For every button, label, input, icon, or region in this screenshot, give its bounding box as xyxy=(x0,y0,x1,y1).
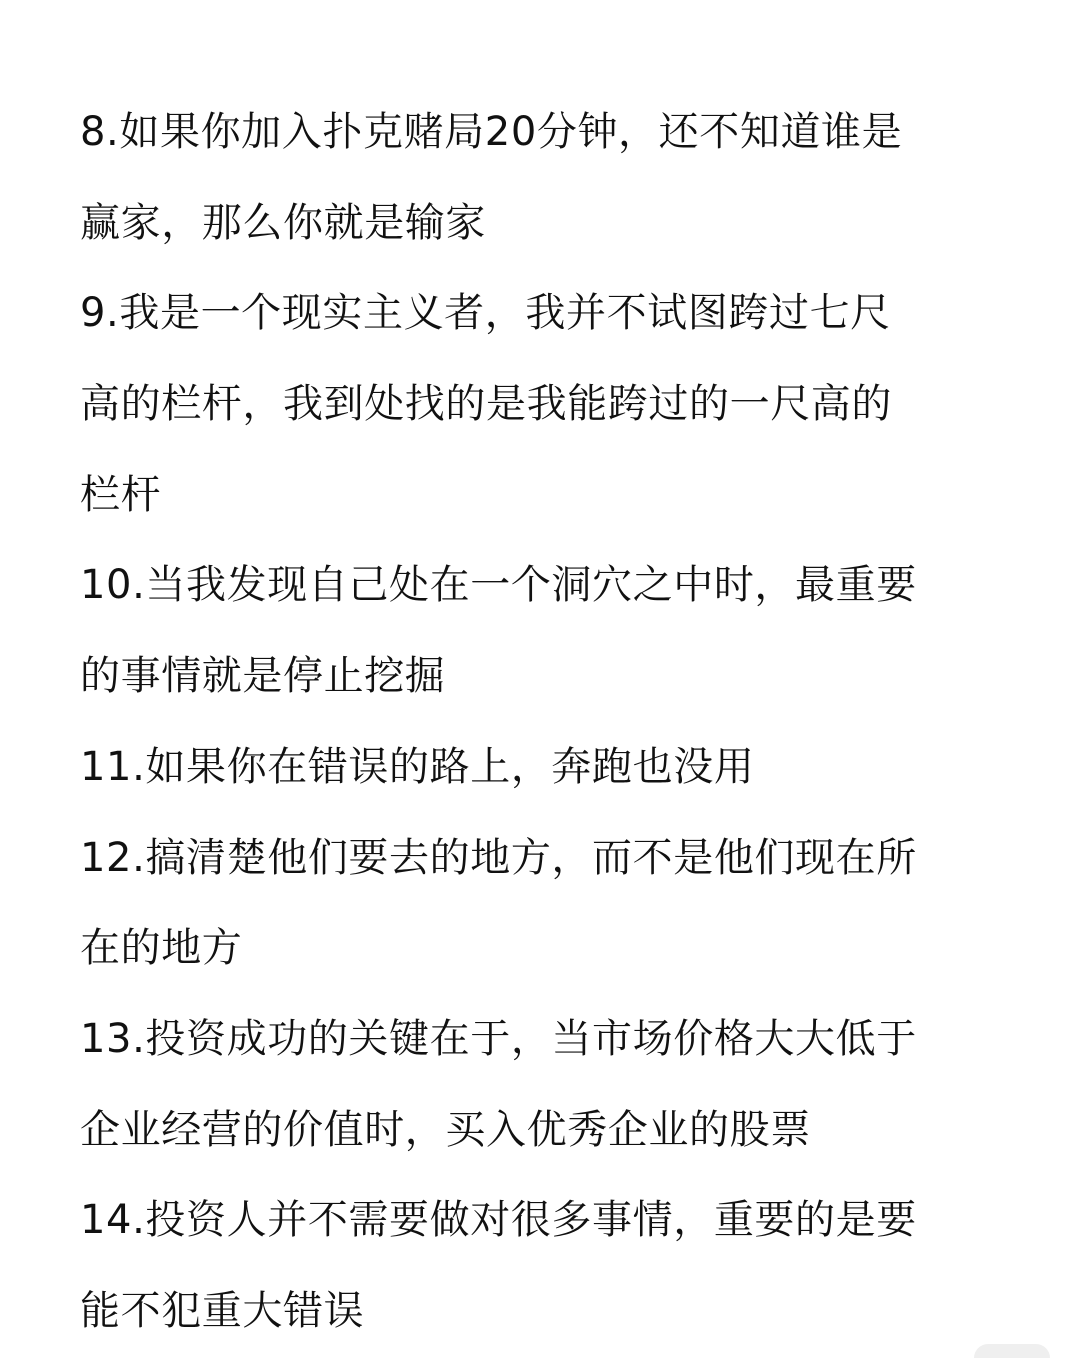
quote-line: 高的栏杆，我到处找的是我能跨过的一尺高的 xyxy=(80,381,892,428)
quote-line: 11.如果你在错误的路上，奔跑也没用 xyxy=(80,743,755,790)
quote-line: 9.我是一个现实主义者，我并不试图跨过七尺 xyxy=(80,290,891,337)
quote-list xyxy=(80,87,1010,1357)
quote-line: 在的地方 xyxy=(80,925,243,972)
quote-item-8 xyxy=(80,87,1010,268)
quote-line: 13.投资成功的关键在于，当市场价格大大低于 xyxy=(80,1015,917,1062)
quote-line: 8.如果你加入扑克赌局20分钟，还不知道谁是 xyxy=(80,109,903,155)
quote-item-14 xyxy=(80,1175,1010,1356)
quote-line: 10.当我发现自己处在一个洞穴之中时，最重要 xyxy=(80,562,917,609)
watermark-tab xyxy=(974,1344,1050,1358)
quote-line: 栏杆 xyxy=(80,471,162,518)
quote-line: 企业经营的价值时，买入优秀企业的股票 xyxy=(80,1106,811,1153)
quote-line: 14.投资人并不需要做对很多事情，重要的是要 xyxy=(80,1197,917,1244)
quote-line: 能不犯重大错误 xyxy=(80,1287,365,1334)
quote-item-9 xyxy=(80,268,1010,540)
quote-item-13 xyxy=(80,994,1010,1175)
quote-item-11 xyxy=(80,722,1010,813)
quote-item-10 xyxy=(80,540,1010,721)
quote-line: 赢家，那么你就是输家 xyxy=(80,199,486,246)
quote-item-12 xyxy=(80,813,1010,994)
quote-line: 12.搞清楚他们要去的地方，而不是他们现在所 xyxy=(80,834,917,881)
quote-line: 的事情就是停止挖掘 xyxy=(80,653,446,700)
